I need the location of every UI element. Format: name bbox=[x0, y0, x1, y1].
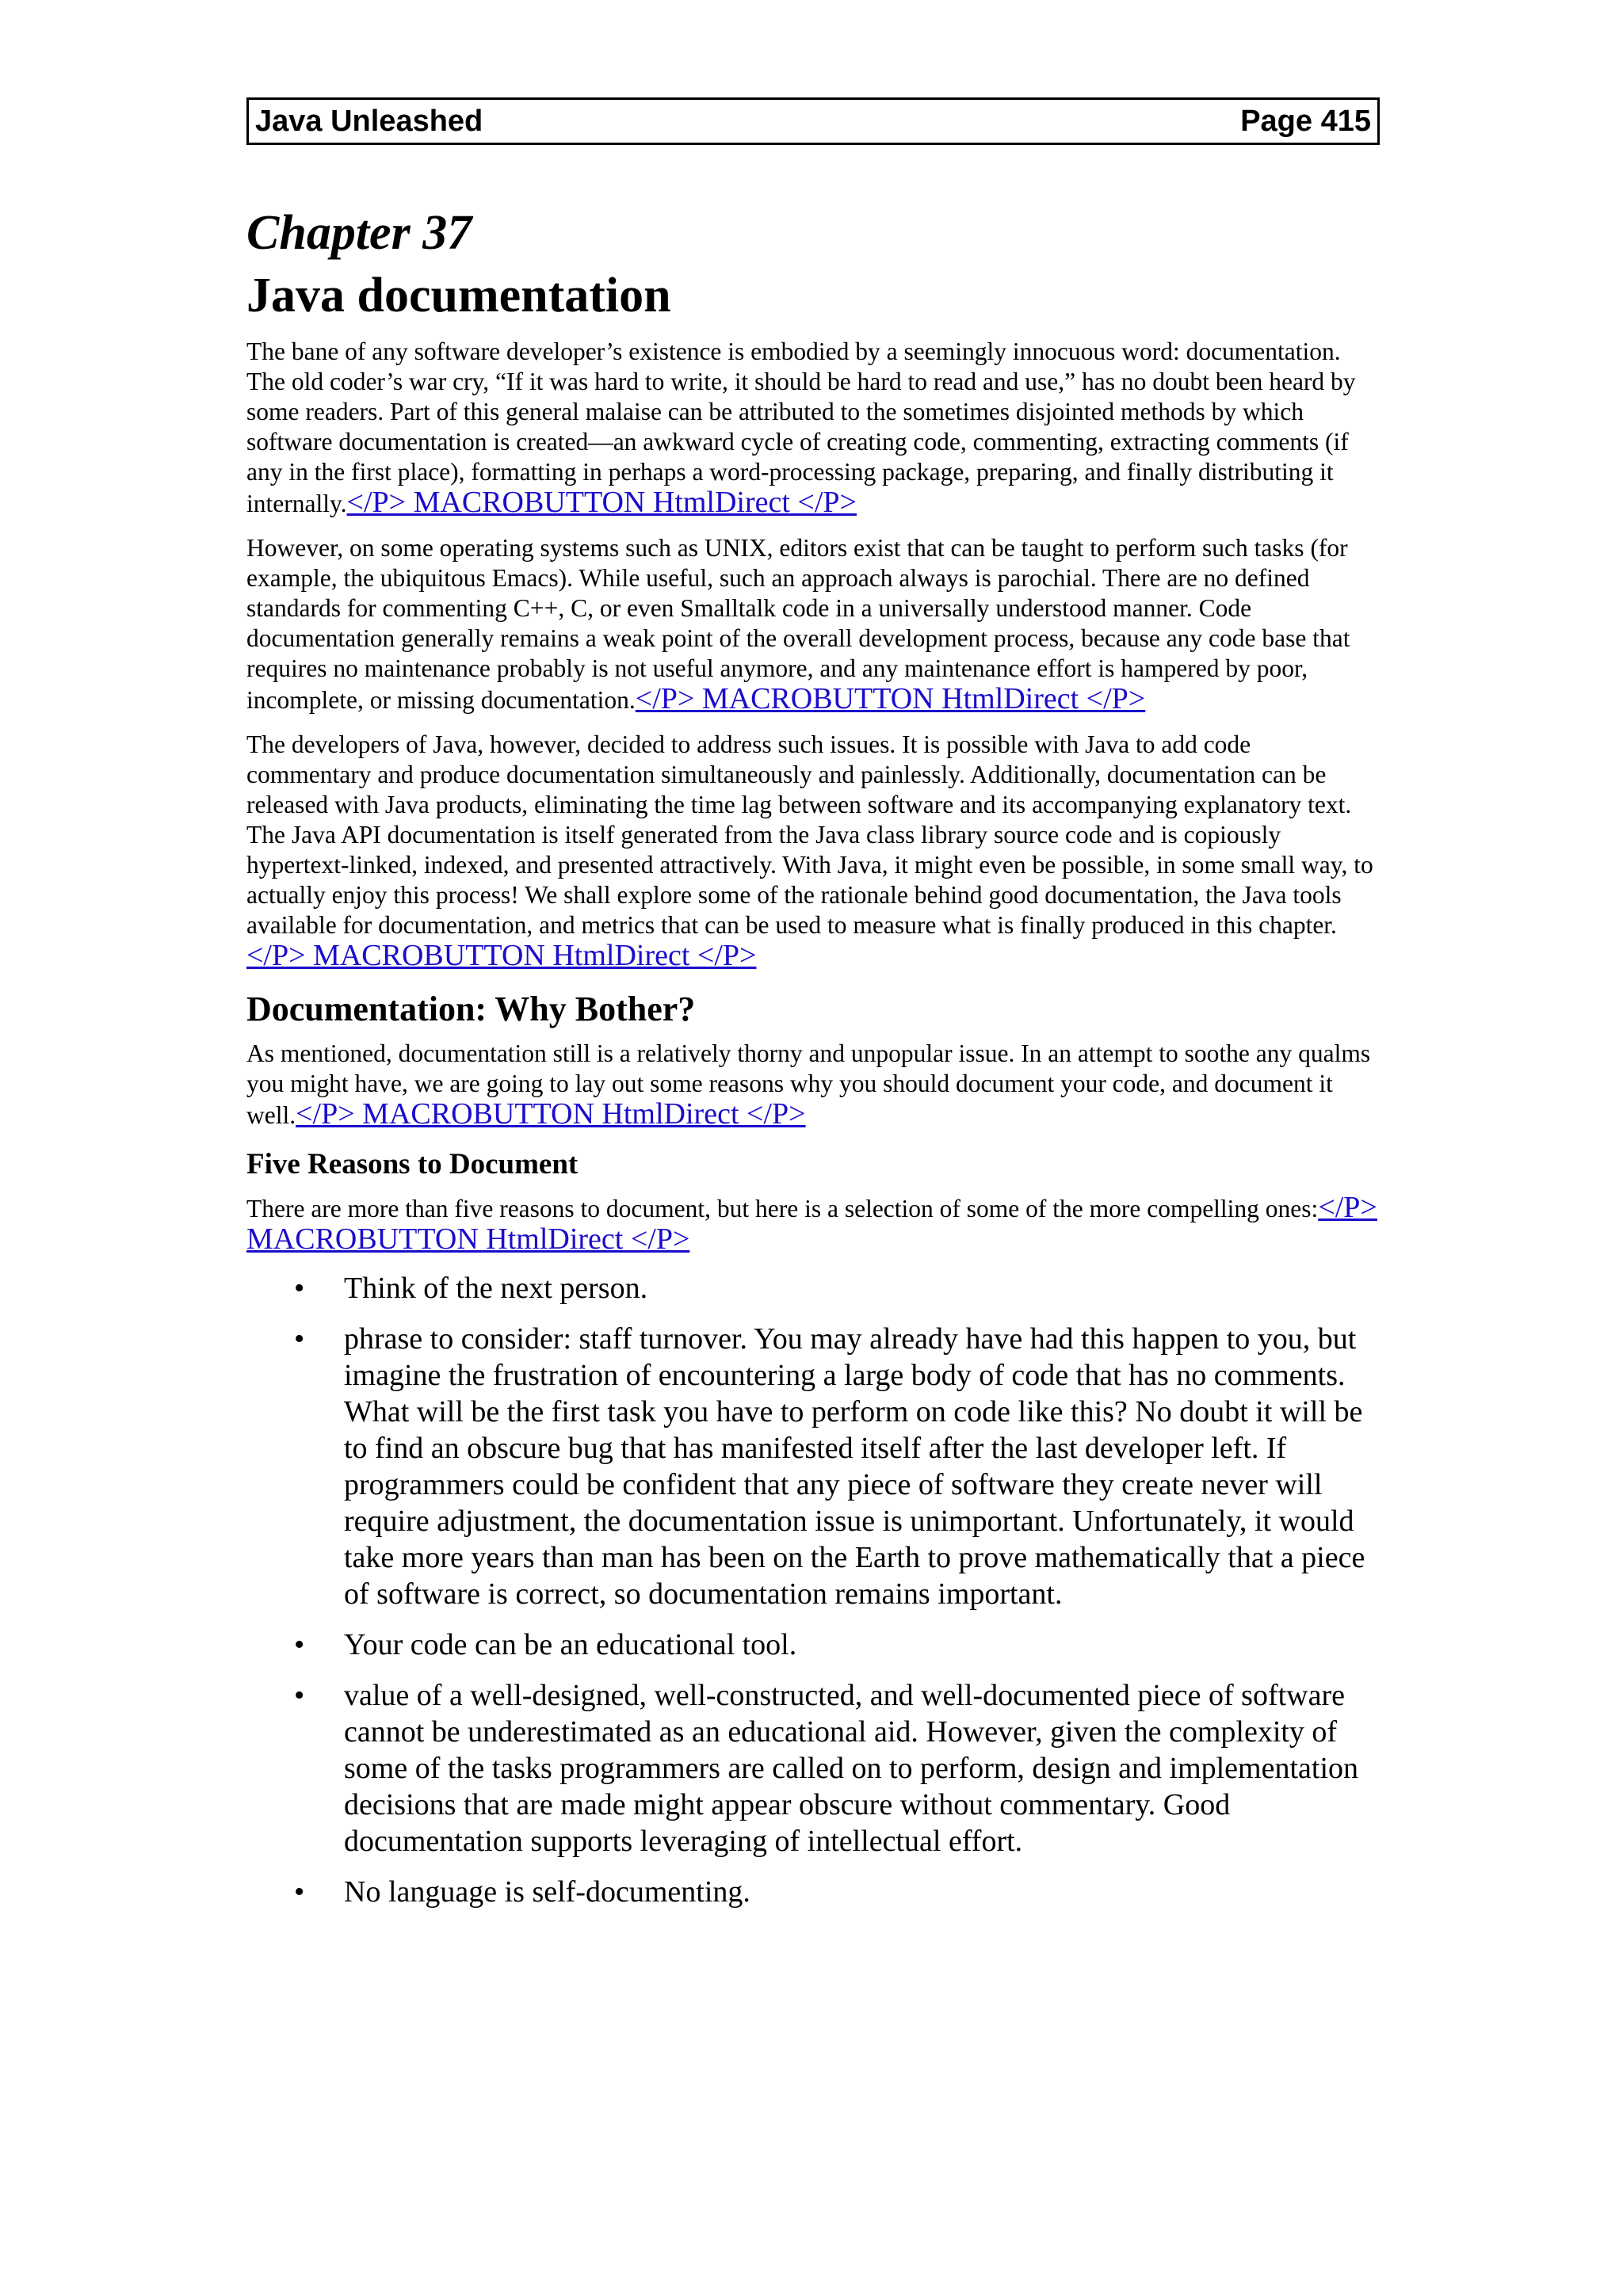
list-item bbox=[246, 1321, 1380, 1612]
intro-paragraph bbox=[246, 533, 1380, 715]
bullet-icon: • bbox=[294, 1875, 305, 1909]
list-item bbox=[246, 1627, 1380, 1663]
list-item-text: Think of the next person. bbox=[344, 1272, 648, 1305]
paragraph-text: There are more than five reasons to document, but here is a selection of some of the more compelling ones: bbox=[246, 1195, 1319, 1222]
paragraph-text: However, on some operating systems such as UNIX, editors exist that can be taught to perform such tasks (for example, the ubiquitous Emacs). While useful, such an approach always is parochial. There are no defined standards for commenting C++, C, or even Smalltalk code in a universally understood manner. Code documentation generally remains a weak point of the overall development process, because any code base that requires no maintenance probably is not useful anymore, and any maintenance effort is hampered by poor, incomplete, or missing documentation. bbox=[246, 534, 1350, 714]
macrobutton-link[interactable]: </P> MACROBUTTON HtmlDirect </P> bbox=[635, 682, 1146, 715]
bullet-icon: • bbox=[294, 1322, 305, 1356]
bullet-icon: • bbox=[294, 1679, 305, 1712]
list-item-text: No language is self-documenting. bbox=[344, 1875, 750, 1909]
list-item bbox=[246, 1677, 1380, 1859]
macrobutton-link[interactable]: </P> MACROBUTTON HtmlDirect </P> bbox=[296, 1097, 806, 1131]
reasons-list bbox=[246, 1270, 1380, 1910]
subsection-paragraph bbox=[246, 1192, 1380, 1256]
paragraph-text: The developers of Java, however, decided to address such issues. It is possible with Java to add code commentary and produce documentation simultaneously and painlessly. Additionally, documentation can be released with Java products, eliminating the time lag between software and its accompanying explanatory text. The Java API documentation is itself generated from the Java class library source code and is copiously hypertext-linked, indexed, and presented attractively. With Java, it might even be possible, in some small way, to actually enjoy this process! We shall explore some of the rationale behind good documentation, the Java tools available for documentation, and metrics that can be used to measure what is finally produced in this chapter. bbox=[246, 730, 1373, 939]
subsection-heading: Five Reasons to Document bbox=[246, 1148, 579, 1180]
list-item bbox=[246, 1270, 1380, 1306]
intro-paragraph bbox=[246, 730, 1380, 972]
macrobutton-link[interactable]: </P> MACROBUTTON HtmlDirect </P> bbox=[246, 1191, 1377, 1256]
list-item-text: Your code can be an educational tool. bbox=[344, 1628, 797, 1661]
list-item bbox=[246, 1874, 1380, 1910]
chapter-title: Java documentation bbox=[246, 269, 671, 322]
list-item-text: phrase to consider: staff turnover. You may already have had this happen to you, but imagine the frustration of encountering a large body of code that has no comments. What will be the first task you have to perform on code like this? No doubt it will be to find an obscure bug that has manifested itself after the last developer left. If programmers could be confident that any piece of software they create never will require adjustment, the documentation issue is unimportant. Unfortunately, it would take more years than man has been on the Earth to prove mathematically that a piece of software is correct, so documentation remains important. bbox=[344, 1322, 1365, 1611]
chapter-number: Chapter 37 bbox=[246, 206, 472, 260]
paragraph-text: The bane of any software developer’s existence is embodied by a seemingly innocuous word: documentation. The old coder’s war cry, “If it was hard to write, it should be hard to read and use,” has no doubt been heard by some readers. Part of this general malaise can be attributed to the sometimes disjointed methods by which software documentation is created—an awkward cycle of creating code, commenting, extracting comments (if any in the first place), formatting in perhaps a word-processing package, preparing, and finally distributing it internally. bbox=[246, 338, 1356, 517]
macrobutton-link[interactable]: </P> MACROBUTTON HtmlDirect </P> bbox=[246, 939, 757, 972]
macrobutton-link[interactable]: </P> MACROBUTTON HtmlDirect </P> bbox=[346, 486, 857, 519]
book-title: Java Unleashed bbox=[255, 105, 483, 138]
bullet-icon: • bbox=[294, 1272, 305, 1305]
section-paragraph bbox=[246, 1039, 1380, 1131]
paragraph-text: As mentioned, documentation still is a relatively thorny and unpopular issue. In an attempt to soothe any qualms you might have, we are going to lay out some reasons why you should document your code, and document it well. bbox=[246, 1039, 1371, 1129]
page-content bbox=[246, 202, 1380, 1924]
intro-paragraph bbox=[246, 337, 1380, 519]
list-item-text: value of a well-designed, well-constructed, and well-documented piece of software cannot be underestimated as an educational aid. However, given the complexity of some of the tasks programmers are called on to perform, design and implementation decisions that are made might appear obscure without commentary. Good documentation supports leveraging of intellectual effort. bbox=[344, 1679, 1359, 1858]
page-header bbox=[246, 97, 1380, 145]
section-heading: Documentation: Why Bother? bbox=[246, 990, 696, 1028]
page-number: Page 415 bbox=[1240, 105, 1371, 138]
bullet-icon: • bbox=[294, 1628, 305, 1661]
